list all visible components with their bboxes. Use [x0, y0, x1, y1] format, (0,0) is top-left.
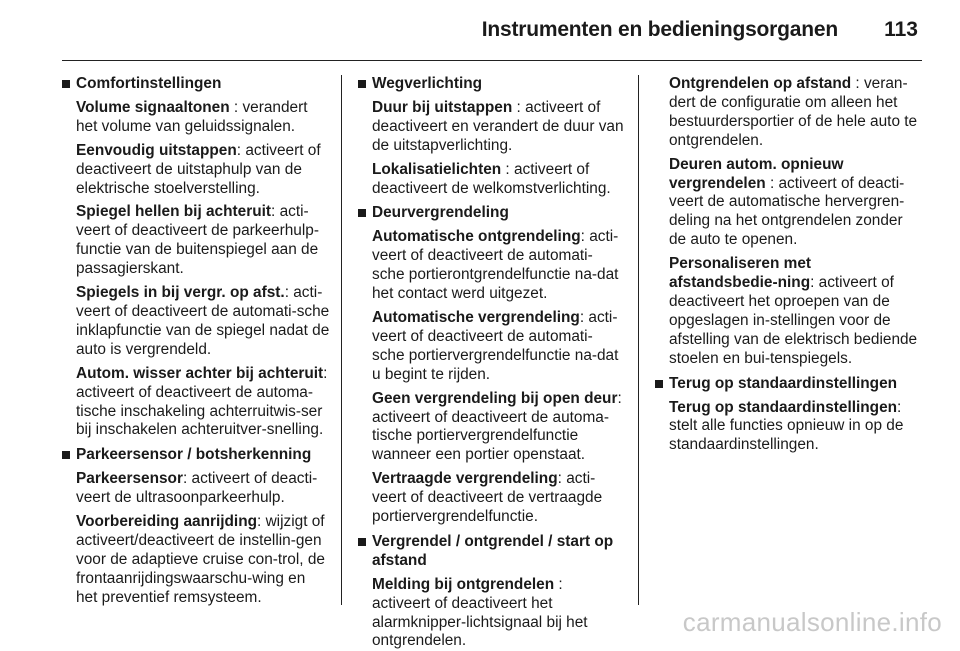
setting-label: Volume signaaltonen — [76, 98, 230, 116]
watermark: carmanualsonline.info — [682, 607, 942, 637]
setting-label: Vertraagde vergrendeling — [372, 470, 558, 488]
column-3 — [655, 75, 923, 605]
label-separator: : — [579, 308, 589, 326]
setting-description: wijzigt of activeert/deactiveert de instellin-gen voor de adaptieve cruise con-trol, de frontaanrijdingswaarschu-wing en het preventief remsysteem. — [76, 513, 325, 606]
setting-label: Eenvoudig uitstappen — [76, 141, 237, 159]
setting-description: activeert of deactiveert de uitstaphulp van de elektrische stoelverstelling. — [76, 141, 321, 197]
setting-description: acti-veert of deactiveert de automati-sche portierontgrendelfunctie na-dat het contact werd uitgezet. — [372, 228, 619, 303]
settings-section — [655, 375, 923, 456]
setting-description: activeert of deactiveert en verandert de duur van de uitstapverlichting. — [372, 98, 624, 154]
square-bullet-icon — [62, 80, 70, 88]
settings-section — [358, 75, 625, 198]
setting-label: Melding bij ontgrendelen — [372, 575, 555, 593]
setting-description: activeert of deactiveert de welkomstverlichting. — [372, 160, 611, 197]
label-separator: : — [501, 160, 514, 178]
section-title — [358, 75, 625, 94]
section-title — [62, 75, 330, 94]
label-separator: : — [323, 364, 328, 382]
setting-label: Automatische ontgrendeling — [372, 228, 581, 246]
setting-item — [358, 576, 625, 651]
setting-label: Automatische vergrendeling — [372, 308, 580, 326]
setting-description: stelt alle functies opnieuw in op de standaardinstellingen. — [669, 417, 904, 454]
label-separator: : — [554, 575, 563, 593]
setting-label: Lokalisatielichten — [372, 160, 502, 178]
section-title — [62, 446, 330, 465]
setting-item — [62, 513, 330, 608]
square-bullet-icon — [655, 380, 663, 388]
setting-label: Deuren autom. opnieuw vergrendelen — [669, 155, 844, 192]
section-title-text: Vergrendel / ontgrendel / start op afstand — [372, 532, 614, 569]
setting-description: activeert of deactiveert het oproepen van de opgeslagen in-stellingen voor de afstelling van de elektrisch bediende stoelen en bui-tenspiegels. — [669, 274, 918, 367]
square-bullet-icon — [358, 538, 366, 546]
setting-label: Geen vergrendeling bij open deur — [372, 389, 618, 407]
label-separator: : — [810, 274, 819, 292]
label-separator: : — [236, 141, 246, 159]
setting-description: acti-veert of deactiveert de automati-sche inklapfunctie van de spiegel nadat de auto is vergrendeld. — [76, 284, 330, 358]
setting-item — [358, 309, 625, 385]
label-separator: : — [897, 398, 902, 416]
section-title — [358, 533, 625, 571]
setting-item — [62, 142, 330, 199]
setting-description: activeert of deactiveert de automa-tische inschakeling achterruitwis-ser bij inschakelen achteruitver-snelling. — [76, 383, 324, 439]
continued-section — [655, 75, 923, 369]
setting-item — [62, 203, 330, 279]
setting-label: Autom. wisser achter bij achteruit — [76, 364, 324, 382]
setting-label: Parkeersensor — [76, 470, 183, 488]
column-divider-2 — [638, 75, 639, 605]
square-bullet-icon — [62, 451, 70, 459]
section-title — [655, 375, 923, 394]
setting-item — [655, 399, 923, 456]
setting-description: activeert of deacti-veert de automatische hervergren-deling na het ontgrendelen zonder de auto te openen. — [669, 174, 905, 249]
section-title — [358, 204, 625, 223]
setting-label: Ontgrendelen op afstand — [669, 75, 852, 92]
setting-description: activeert of deacti-veert de ultrasoonparkeerhulp. — [76, 470, 318, 507]
settings-section — [62, 75, 330, 440]
settings-section — [358, 533, 625, 651]
setting-item — [358, 228, 625, 304]
setting-item — [62, 470, 330, 508]
setting-label: Personaliseren met afstandsbedie-ning — [669, 255, 812, 292]
page-header — [0, 0, 960, 62]
label-separator: : — [284, 284, 294, 302]
setting-item — [655, 255, 923, 368]
setting-label: Terug op standaardinstellingen — [669, 398, 898, 416]
label-separator: : — [182, 470, 192, 488]
setting-label: Spiegel hellen bij achteruit — [76, 203, 271, 221]
label-separator: : — [257, 513, 266, 531]
setting-label: Duur bij uitstappen — [372, 98, 513, 116]
label-separator: : — [271, 203, 280, 221]
setting-description: activeert of deactiveert de automa-tische portiervergrendelfunctie wanneer een portier openstaat. — [372, 408, 609, 464]
setting-description: acti-veert of deactiveert de vertraagde portiervergrendelfunctie. — [372, 470, 603, 526]
label-separator: : — [512, 98, 526, 116]
setting-item — [358, 161, 625, 199]
label-separator: : — [557, 470, 567, 488]
setting-item — [62, 99, 330, 137]
label-separator: : — [765, 174, 779, 192]
label-separator: : — [229, 98, 243, 116]
square-bullet-icon — [358, 80, 366, 88]
header-divider — [62, 60, 922, 61]
column-1 — [62, 75, 330, 605]
setting-description: acti-veert of deactiveert de automati-sche portiervergrendelfunctie na-dat u begint te rijden. — [372, 308, 619, 383]
setting-item — [655, 156, 923, 251]
setting-item — [62, 365, 330, 441]
settings-section — [62, 446, 330, 607]
page-title: Instrumenten en bedieningsorganen — [481, 18, 838, 41]
section-title-text: Wegverlichting — [372, 75, 483, 92]
setting-item — [62, 284, 330, 360]
label-separator: : — [580, 228, 590, 246]
setting-item — [358, 470, 625, 527]
section-title-text: Deurvergrendeling — [372, 204, 509, 222]
column-2 — [358, 75, 625, 650]
section-title-text: Terug op standaardinstellingen — [669, 374, 898, 392]
setting-description: activeert of deactiveert het alarmknipper-lichtsignaal bij het ontgrendelen. — [372, 594, 588, 650]
page-number: 113 — [884, 18, 918, 41]
setting-item — [358, 390, 625, 466]
setting-description: acti-veert of deactiveert de parkeerhulp-functie van de buitenspiegel aan de passagierskant. — [76, 203, 319, 278]
setting-label: Spiegels in bij vergr. op afst. — [76, 284, 285, 302]
setting-label: Voorbereiding aanrijding — [76, 513, 257, 531]
section-title-text: Comfortinstellingen — [76, 75, 222, 92]
label-separator: : — [617, 389, 622, 407]
setting-item — [655, 75, 923, 151]
setting-description: verandert het volume van geluidssignalen. — [76, 98, 308, 135]
label-separator: : — [851, 75, 864, 92]
section-title-text: Parkeersensor / botsherkenning — [76, 446, 312, 464]
settings-section — [358, 204, 625, 527]
square-bullet-icon — [358, 209, 366, 217]
column-divider-1 — [341, 75, 342, 605]
setting-item — [358, 99, 625, 156]
setting-description: veran-dert de configuratie om alleen het bestuurdersportier of de hele auto te ontgrendelen. — [669, 75, 918, 149]
